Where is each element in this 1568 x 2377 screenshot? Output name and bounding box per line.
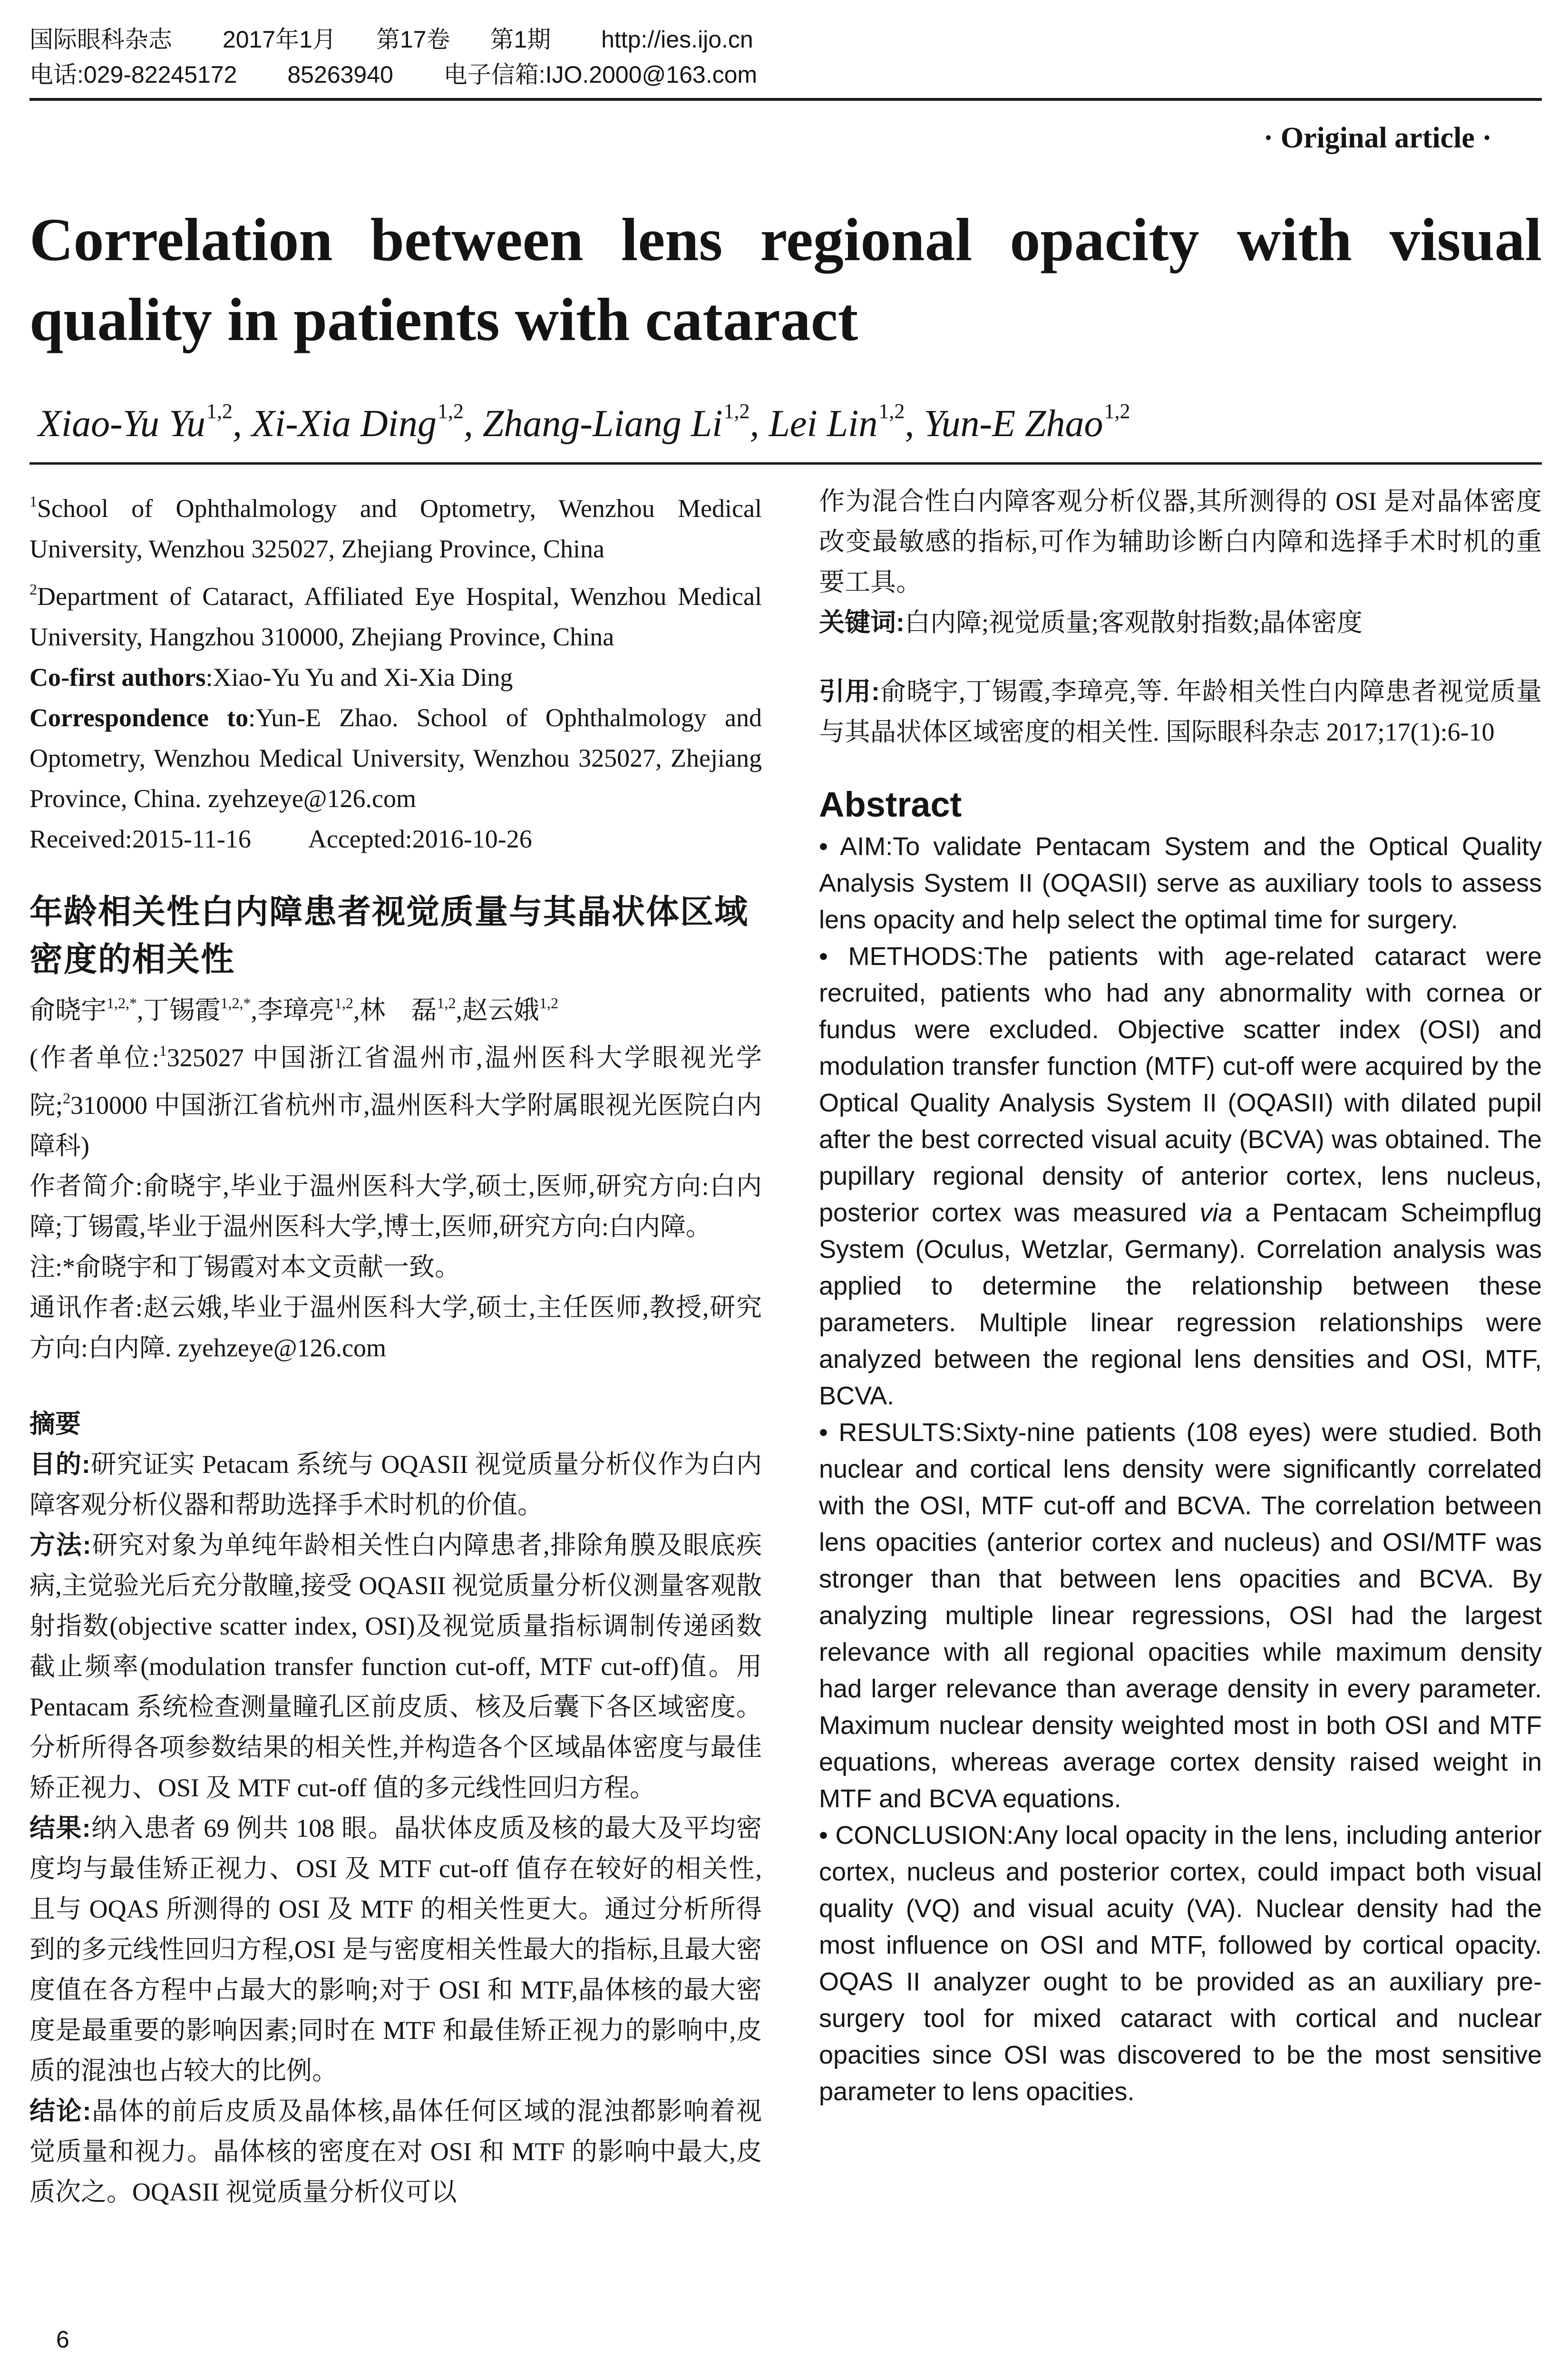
chinese-abstract-section [29, 1808, 762, 2091]
chinese-author-list [29, 983, 762, 1031]
chinese-author-mark: 1,2 [437, 994, 456, 1012]
chinese-author-name: 林 磊 [360, 996, 437, 1024]
chinese-author-separator: , [137, 996, 144, 1024]
abstract-text: Any local opacity in the lens, including anterior cortex, nucleus and posterior cortex, could impact both visual quality (VQ) and visual acuity (VA). Nuclear density had the most influence on OSI and MTF, followed by cortical opacity. OQAS II analyzer ought to be provided as an auxiliary pre-surgery tool for mixed cataract with cortical and nuclear opacities since OSI was discovered to be the most sensitive parameter to lens opacities. [819, 1821, 1542, 2106]
chinese-abstract-label: 结果: [29, 1814, 91, 1842]
chinese-abstract-text: 研究证实 Petacam 系统与 OQASII 视觉质量分析仪作为白内障客观分析仪器和帮助选择手术时机的价值。 [29, 1450, 762, 1519]
affiliations [29, 481, 762, 657]
right-column [819, 481, 1542, 2110]
journal-phone: 电话:029-82245172 [29, 61, 237, 88]
author-separator: , [463, 403, 473, 445]
article-title: Correlation between lens regional opacity with visual quality in patients with cataract [29, 206, 1542, 353]
abstract-label: • AIM: [819, 832, 893, 861]
volume: 第17卷 [376, 26, 450, 53]
affiliation-text: School of Ophthalmology and Optometry, Wenzhou Medical University, Wenzhou 325027, Zhejiang Province, China [29, 494, 762, 563]
chinese-equal-contribution-note: 注:*俞晓宇和丁锡霞对本文贡献一致。 [29, 1253, 461, 1281]
chinese-author-name: 李璋亮 [257, 996, 334, 1024]
author-list [38, 385, 1522, 450]
abstract-italic: via [1199, 1198, 1233, 1227]
journal-website: http://ies.ijo.cn [601, 26, 753, 53]
author-affiliation-mark: 1,2 [437, 399, 464, 423]
chinese-abstract-text: 研究对象为单纯年龄相关性白内障患者,排除角膜及眼底疾病,主觉验光后充分散瞳,接受 OQASII 视觉质量分析仪测量客观散射指数(objective scatter index, OSI)及视觉质量指标调制传递函数截止频率(modulation transfer function cut-off, MTF cut-off)值。用 Pentacam 系统检查测量瞳孔区前皮质、核及后囊下各区域密度。分析所得各项参数结果的相关性,并构造各个区域晶体密度与最佳矫正视力、OSI 及 MTF cut-off 值的多元线性回归方程。 [29, 1531, 762, 1802]
affiliation-number: 2 [29, 581, 37, 598]
chinese-author-separator: , [251, 996, 257, 1024]
journal-name: 国际眼科杂志 [29, 26, 172, 53]
author-name: Lei Lin [769, 403, 878, 445]
chinese-author-name: 丁锡霞 [143, 996, 221, 1024]
title-block-rule [29, 462, 1542, 465]
chinese-author-mark: 1,2 [539, 994, 558, 1012]
abstract-text-cont: a Pentacam Scheimpflug System (Oculus, Wetzlar, Germany). Correlation analysis was applied to determine the relationship between these parameters. Multiple linear regression relationships were analyzed between the regional lens densities and OSI, MTF, BCVA. [819, 1198, 1542, 1410]
chinese-author-mark: 1,2 [334, 994, 353, 1012]
chinese-abstract-label: 目的: [29, 1450, 90, 1479]
keywords-label: 关键词: [819, 608, 905, 637]
journal-phone-2: 85263940 [287, 61, 393, 88]
accepted-date: Accepted:2016-10-26 [308, 825, 532, 853]
author-affiliation-mark: 1,2 [1104, 399, 1130, 423]
chinese-title: 年龄相关性白内障患者视觉质量与其晶状体区域密度的相关性 [29, 893, 749, 978]
affiliation [29, 569, 762, 657]
chinese-abstract [29, 1444, 762, 2212]
author-name: Xi-Xia Ding [252, 403, 437, 445]
affiliation-text: Department of Cataract, Affiliated Eye Hospital, Wenzhou Medical University, Hangzhou 310000, Zhejiang Province, China [29, 582, 762, 651]
chinese-corresponding-author: 通讯作者:赵云娥,毕业于温州医科大学,硕士,主任医师,教授,研究方向:白内障. zyehzeye@126.com [29, 1293, 762, 1362]
abstract-label: • RESULTS: [819, 1418, 963, 1447]
header-rule [29, 98, 1542, 101]
abstract-label: • METHODS: [819, 942, 984, 971]
chinese-affiliation: (作者单位:$^1$325027 中国浙江省温州市,温州医科大学眼视光学院;$^2$310000 中国浙江省杭州市,温州医科大学附属眼视光医院白内障科) [29, 1042, 762, 1160]
chinese-abstract-heading: 摘要 [29, 1410, 81, 1438]
abstract-text: To validate Pentacam System and the Optical Quality Analysis System II (OQASII) serve as auxiliary tools to assess lens opacity and help select the optimal time for surgery. [819, 832, 1542, 934]
abstract-text: The patients with age-related cataract were recruited, patients who had any abnormality with cornea or fundus were excluded. Objective scatter index (OSI) and modulation transfer function (MTF) cut-off were acquired by the Optical Quality Analysis System II (OQASII) with dilated pupil after the best corrected visual acuity (BCVA) was obtained. The pupillary regional density of anterior cortex, lens nucleus, posterior cortex was measured [819, 942, 1542, 1227]
english-abstract [819, 828, 1542, 2110]
author-name: Zhang-Liang Li [482, 403, 723, 445]
chinese-abstract-section [29, 1525, 762, 1808]
page-number: 6 [56, 2326, 69, 2353]
keywords-text: 白内障;视觉质量;客观散射指数;晶体密度 [904, 608, 1363, 637]
chinese-abstract-label: 方法: [29, 1531, 91, 1559]
author-affiliation-mark: 1,2 [878, 399, 905, 423]
affiliation [29, 481, 762, 569]
received-date: Received:2015-11-16 [29, 825, 251, 853]
author-name: Xiao-Yu Yu [38, 403, 206, 445]
citation-label: 引用: [819, 677, 880, 706]
chinese-author-separator: , [456, 996, 462, 1024]
author-affiliation-mark: 1,2 [723, 399, 750, 423]
chinese-abstract-section [29, 1444, 762, 1525]
running-header [29, 22, 1542, 92]
author-separator: , [905, 403, 915, 445]
abstract-label: • CONCLUSION: [819, 1821, 1014, 1850]
chinese-author-name: 赵云娥 [462, 996, 539, 1024]
correspondence-text: :Yun-E Zhao. School of Ophthalmology and Optometry, Wenzhou Medical University, Wenzhou 325027, Zhejiang Province, China. zyehzeye@126.com [29, 703, 762, 813]
abstract-section [819, 1414, 1542, 1817]
chinese-author-bio: 作者简介:俞晓宇,毕业于温州医科大学,硕士,医师,研究方向:白内障;丁锡霞,毕业于温州医科大学,博士,医师,研究方向:白内障。 [29, 1172, 762, 1241]
chinese-abstract-label: 结论: [29, 2097, 91, 2125]
co-first-text: :Xiao-Yu Yu and Xi-Xia Ding [205, 663, 513, 692]
co-first-label: Co-first authors [29, 663, 206, 692]
abstract-section [819, 828, 1542, 938]
chinese-abstract-continued: 作为混合性白内障客观分析仪器,其所测得的 OSI 是对晶体密度改变最敏感的指标,可作为辅助诊断白内障和选择手术时机的重要工具。 [819, 487, 1542, 596]
issue-number: 第1期 [490, 26, 551, 53]
affiliation-number: 1 [29, 493, 37, 510]
chinese-author-mark: 1,2,* [220, 994, 251, 1012]
co-first-authors [29, 657, 762, 698]
chinese-abstract-text: 晶体的前后皮质及晶体核,晶体任何区域的混浊都影响着视觉质量和视力。晶体核的密度在对 OSI 和 MTF 的影响中最大,皮质次之。OQASII 视觉质量分析仪可以 [29, 2097, 762, 2206]
keywords [819, 603, 1542, 643]
section-label: · Original article · [1263, 122, 1492, 154]
chinese-author-name: 俞晓宇 [29, 996, 107, 1024]
abstract-text: Sixty-nine patients (108 eyes) were studied. Both nuclear and cortical lens density were significantly correlated with the OSI, MTF cut-off and BCVA. The correlation between lens opacities (anterior cortex and nucleus) and OSI/MTF was stronger than that between lens opacities and BCVA. By analyzing multiple linear regressions, OSI had the largest relevance with all regional opacities while maximum density had larger relevance than average density in every parameter. Maximum nuclear density weighted most in both OSI and MTF equations, whereas average cortex density raised weight in MTF and BCVA equations. [819, 1418, 1542, 1813]
abstract-section [819, 938, 1542, 1414]
abstract-heading: Abstract [819, 785, 962, 824]
author-separator: , [233, 403, 243, 445]
author-affiliation-mark: 1,2 [206, 399, 233, 423]
chinese-author-mark: 1,2,* [107, 994, 137, 1012]
citation [819, 672, 1542, 752]
chinese-author-separator: , [353, 996, 360, 1024]
correspondence [29, 698, 762, 819]
chinese-abstract-section [29, 2091, 762, 2212]
abstract-section [819, 1817, 1542, 2110]
author-name: Yun-E Zhao [924, 403, 1103, 445]
author-separator: , [750, 403, 760, 445]
correspondence-label: Correspondence to [29, 703, 249, 732]
left-column [29, 481, 762, 2212]
chinese-abstract-text: 纳入患者 69 例共 108 眼。晶状体皮质及核的最大及平均密度均与最佳矫正视力、OSI 及 MTF cut-off 值存在较好的相关性,且与 OQAS 所测得的 OSI 及 MTF 的相关性更大。通过分析所得到的多元线性回归方程,OSI 是与密度相关性最大的指标,且最大密度值在各方程中占最大的影响;对于 OSI 和 MTF,晶体核的最大密度是最重要的影响因素;同时在 MTF 和最佳矫正视力的影响中,皮质的混浊也占较大的比例。 [29, 1814, 762, 2085]
dates [29, 819, 762, 859]
citation-text: 俞晓宇,丁锡霞,李璋亮,等. 年龄相关性白内障患者视觉质量与其晶状体区域密度的相关性. 国际眼科杂志 2017;17(1):6-10 [819, 677, 1542, 746]
issue-date: 2017年1月 [222, 26, 336, 53]
journal-email: 电子信箱:IJO.2000@163.com [443, 61, 758, 88]
